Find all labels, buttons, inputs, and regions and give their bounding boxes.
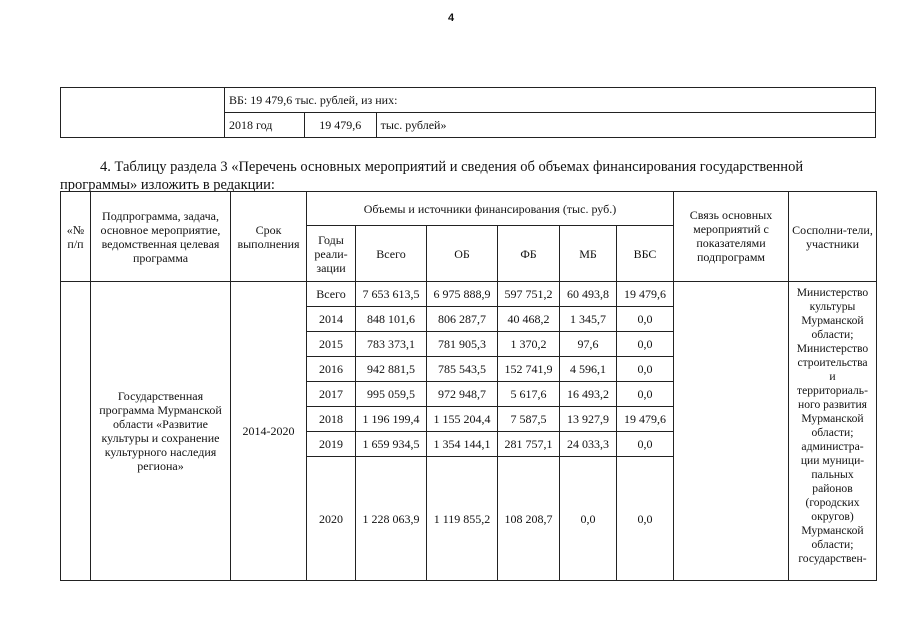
coexecutor-line: ции муници- xyxy=(800,454,865,467)
coexecutor-line: Мурманской xyxy=(801,314,864,327)
cell-ob: 1 354 144,1 xyxy=(427,432,498,457)
page-number: 4 xyxy=(448,12,455,24)
cell-vbs: 0,0 xyxy=(617,357,674,382)
row-number-cell xyxy=(61,282,91,581)
header-term: Срок выполнения xyxy=(231,192,307,282)
vb-unit: тыс. рублей» xyxy=(376,113,875,138)
cell-ob: 1 119 855,2 xyxy=(427,457,498,581)
cell-ob: 781 905,3 xyxy=(427,332,498,357)
cell-year: Всего xyxy=(307,282,356,307)
cell-vbs: 0,0 xyxy=(617,382,674,407)
vb-amount: 19 479,6 xyxy=(304,113,376,138)
header-program: Подпрограмма, задача, основное мероприятие, ведомственная целевая программа xyxy=(91,192,231,282)
cell-fb: 40 468,2 xyxy=(498,307,560,332)
coexecutor-line: Министерство xyxy=(796,286,869,299)
budget-summary-table xyxy=(60,87,876,138)
cell-total: 1 196 199,4 xyxy=(356,407,427,432)
cell-year: 2015 xyxy=(307,332,356,357)
cell-vbs: 0,0 xyxy=(617,457,674,581)
coexecutor-line: строительства xyxy=(797,356,868,369)
cell-mb: 0,0 xyxy=(560,457,617,581)
cell-fb: 152 741,9 xyxy=(498,357,560,382)
cell-total: 995 059,5 xyxy=(356,382,427,407)
coexecutor-line: территориаль- xyxy=(797,384,868,397)
header-ob: ОБ xyxy=(427,226,498,282)
cell-year: 2018 xyxy=(307,407,356,432)
header-financing: Объемы и источники финансирования (тыс. руб.) xyxy=(307,192,674,226)
cell-total: 7 653 613,5 xyxy=(356,282,427,307)
coexecutor-line: области; xyxy=(811,426,854,439)
cell-ob: 785 543,5 xyxy=(427,357,498,382)
cell-mb: 60 493,8 xyxy=(560,282,617,307)
cell-fb: 7 587,5 xyxy=(498,407,560,432)
cell-vbs: 0,0 xyxy=(617,307,674,332)
vb-label: ВБ: 19 479,6 тыс. рублей, из них: xyxy=(225,88,876,113)
header-link: Связь основных мероприятий с показателями подпрограмм xyxy=(674,192,789,282)
empty-cell xyxy=(61,88,225,138)
header-num: «№ п/п xyxy=(61,192,91,282)
cell-total: 942 881,5 xyxy=(356,357,427,382)
header-coexec: Сосполни-тели, участники xyxy=(789,192,877,282)
cell-year: 2020 xyxy=(307,457,356,581)
section-paragraph: 4. Таблицу раздела 3 «Перечень основных мероприятий и сведения об объемах финансирования государственной программы» изложить в редакции: xyxy=(60,159,804,193)
coexecutor-line: районов xyxy=(812,482,853,495)
coexecutor-line: ного развития xyxy=(798,398,867,411)
link-cell xyxy=(674,282,789,581)
cell-fb: 597 751,2 xyxy=(498,282,560,307)
cell-vbs: 19 479,6 xyxy=(617,282,674,307)
cell-year: 2016 xyxy=(307,357,356,382)
header-total: Всего xyxy=(356,226,427,282)
coexecutor-line: Мурманской xyxy=(801,524,864,537)
coexecutor-line: культуры xyxy=(809,300,856,313)
cell-ob: 1 155 204,4 xyxy=(427,407,498,432)
cell-year: 2019 xyxy=(307,432,356,457)
cell-mb: 13 927,9 xyxy=(560,407,617,432)
cell-year: 2014 xyxy=(307,307,356,332)
cell-fb: 5 617,6 xyxy=(498,382,560,407)
cell-mb: 16 493,2 xyxy=(560,382,617,407)
coexecutor-line: Мурманской xyxy=(801,412,864,425)
coexecutor-line: и xyxy=(829,370,836,383)
table-row xyxy=(61,282,877,307)
cell-vbs: 0,0 xyxy=(617,332,674,357)
cell-total: 1 659 934,5 xyxy=(356,432,427,457)
header-mb: МБ xyxy=(560,226,617,282)
header-years: Годы реали-зации xyxy=(307,226,356,282)
coexecutor-line: пальных xyxy=(811,468,854,481)
cell-mb: 1 345,7 xyxy=(560,307,617,332)
coexecutors-cell xyxy=(789,282,877,581)
coexecutor-line: (городских xyxy=(805,496,860,509)
cell-total: 848 101,6 xyxy=(356,307,427,332)
cell-mb: 24 033,3 xyxy=(560,432,617,457)
cell-vbs: 19 479,6 xyxy=(617,407,674,432)
coexecutor-line: области; xyxy=(811,538,854,551)
cell-fb: 1 370,2 xyxy=(498,332,560,357)
cell-total: 783 373,1 xyxy=(356,332,427,357)
cell-ob: 6 975 888,9 xyxy=(427,282,498,307)
financing-table xyxy=(60,191,877,581)
coexecutor-line: администра- xyxy=(801,440,864,453)
header-fb: ФБ xyxy=(498,226,560,282)
coexecutor-line: области; xyxy=(811,328,854,341)
vb-year: 2018 год xyxy=(225,113,305,138)
cell-mb: 4 596,1 xyxy=(560,357,617,382)
cell-fb: 281 757,1 xyxy=(498,432,560,457)
term-value: 2014-2020 xyxy=(231,282,307,581)
cell-ob: 972 948,7 xyxy=(427,382,498,407)
cell-vbs: 0,0 xyxy=(617,432,674,457)
header-vbs: ВБС xyxy=(617,226,674,282)
cell-ob: 806 287,7 xyxy=(427,307,498,332)
cell-year: 2017 xyxy=(307,382,356,407)
program-name: Государственная программа Мурманской области «Развитие культуры и сохранение культурного наследия региона» xyxy=(91,282,231,581)
coexecutor-line: округов) xyxy=(811,510,854,523)
cell-total: 1 228 063,9 xyxy=(356,457,427,581)
coexecutor-line: Министерство xyxy=(796,342,869,355)
coexecutor-line: государствен- xyxy=(798,552,867,565)
cell-fb: 108 208,7 xyxy=(498,457,560,581)
cell-mb: 97,6 xyxy=(560,332,617,357)
